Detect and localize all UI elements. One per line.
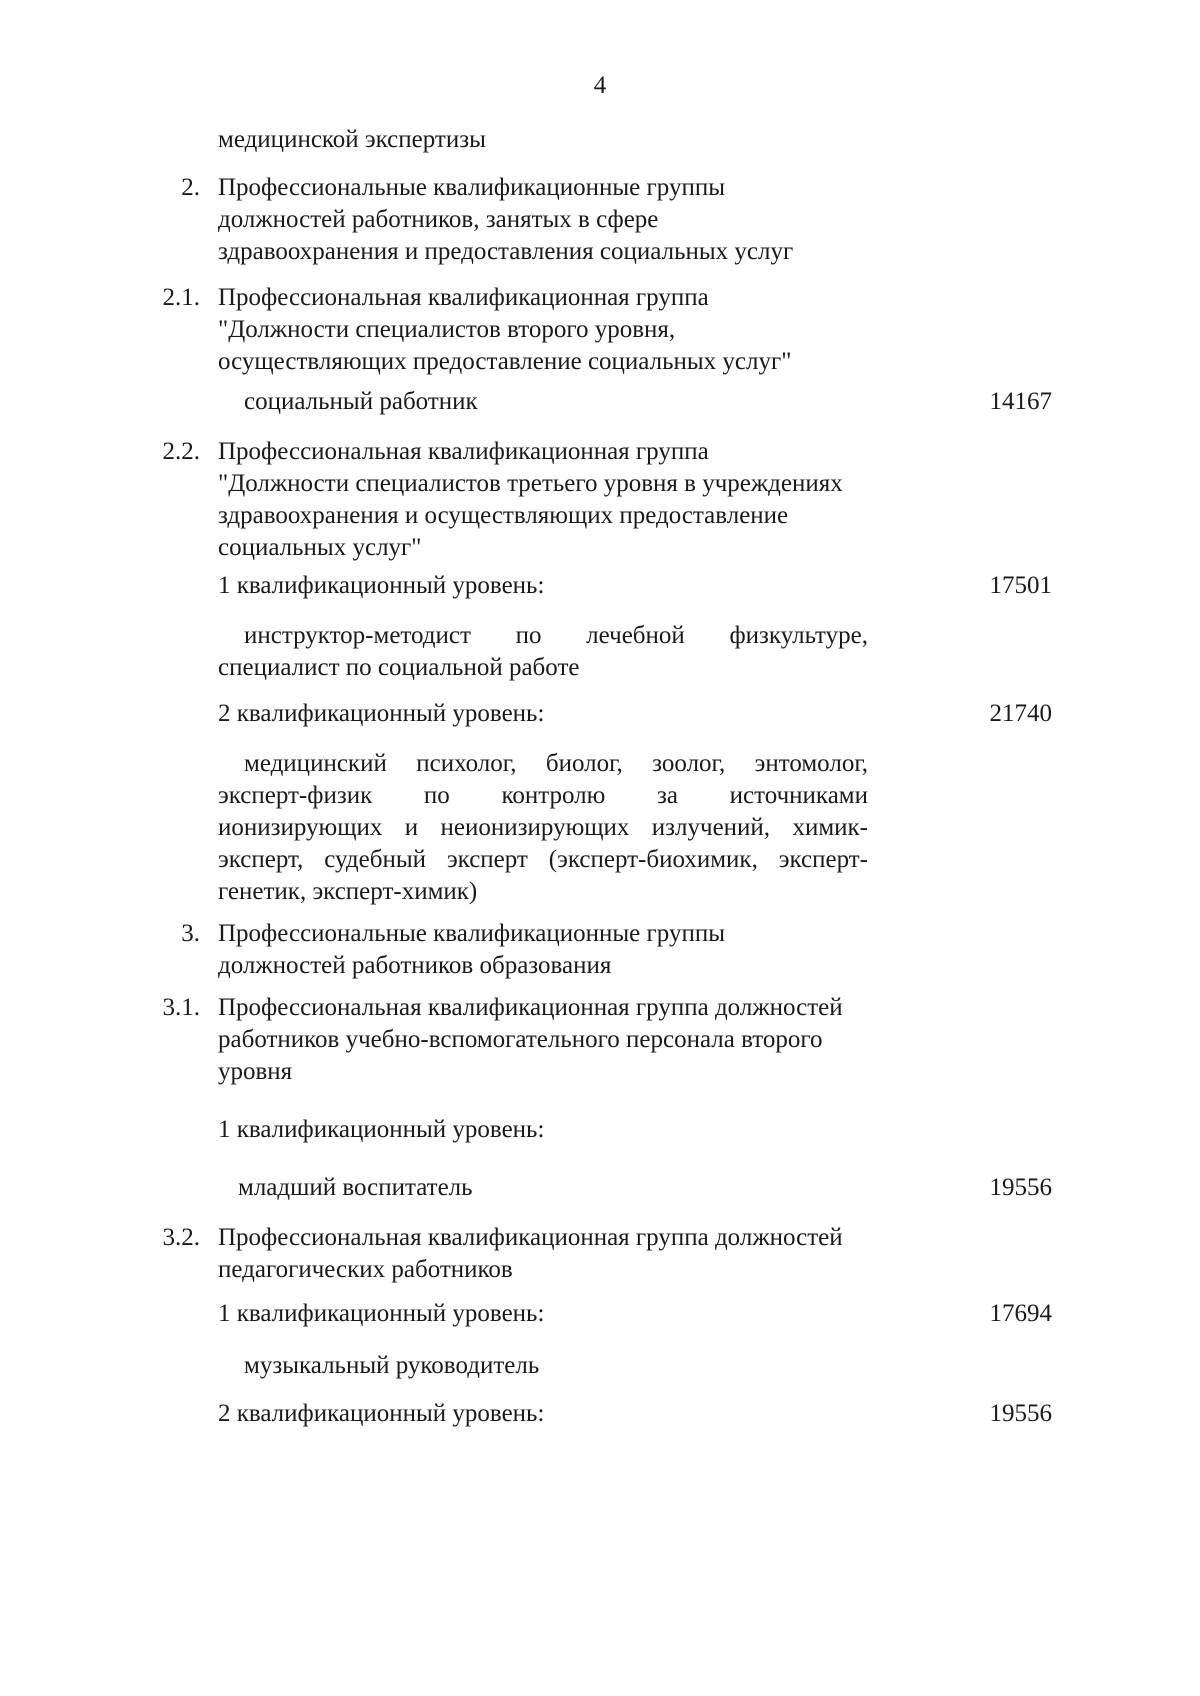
salary-value: 14167 xyxy=(989,388,1052,415)
salary-value: 21740 xyxy=(989,700,1052,727)
position-name: младший воспитатель xyxy=(238,1174,473,1201)
positions-line: эксперт-физик по контролю за источниками xyxy=(218,782,868,809)
section-title: Профессиональные квалификационные группы должностей работников, занятых в сфере здравоохранения и предоставления социальных услуг xyxy=(218,174,794,265)
salary-value: 17694 xyxy=(989,1300,1052,1327)
positions-line: ионизирующих и неионизирующих излучений, химик- xyxy=(218,814,868,841)
section-number: 2. xyxy=(181,174,200,201)
positions-line: специалист по социальной работе xyxy=(218,654,580,681)
level-label: 1 квалификационный уровень: xyxy=(218,1116,545,1143)
positions-line: эксперт, судебный эксперт (эксперт-биохимик, эксперт- xyxy=(218,846,868,873)
section-title: Профессиональные квалификационные группы должностей работников образования xyxy=(218,920,726,979)
section-number: 2.1. xyxy=(162,284,200,311)
section-title: Профессиональная квалификационная группа должностей работников учебно-вспомогательного персонала второго уровня xyxy=(218,994,843,1085)
section-title: Профессиональная квалификационная группа "Должности специалистов второго уровня, осуществляющих предоставление социальных услуг" xyxy=(218,284,792,375)
level-label: 1 квалификационный уровень: xyxy=(218,572,545,599)
salary-value: 17501 xyxy=(989,572,1052,599)
level-label: 2 квалификационный уровень: xyxy=(218,700,545,727)
positions-line: генетик, эксперт-химик) xyxy=(218,878,478,905)
section-number: 3.2. xyxy=(162,1224,200,1251)
level-label: 2 квалификационный уровень: xyxy=(218,1400,545,1427)
item-text: медицинской экспертизы xyxy=(218,126,486,153)
position-name: социальный работник xyxy=(244,388,478,415)
salary-value: 19556 xyxy=(989,1400,1052,1427)
salary-value: 19556 xyxy=(989,1174,1052,1201)
section-title: Профессиональная квалификационная группа "Должности специалистов третьего уровня в учреждениях здравоохранения и осуществляющих предоставление социальных услуг" xyxy=(218,438,843,561)
position-name: музыкальный руководитель xyxy=(244,1352,540,1379)
section-title: Профессиональная квалификационная группа должностей педагогических работников xyxy=(218,1224,843,1283)
section-number: 2.2. xyxy=(162,438,200,465)
section-number: 3.1. xyxy=(162,994,200,1021)
positions-line: медицинский психолог, биолог, зоолог, энтомолог, xyxy=(244,750,868,777)
level-label: 1 квалификационный уровень: xyxy=(218,1300,545,1327)
positions-line: инструктор-методист по лечебной физкультуре, xyxy=(244,622,868,649)
page-number: 4 xyxy=(593,72,607,99)
section-number: 3. xyxy=(181,920,200,947)
